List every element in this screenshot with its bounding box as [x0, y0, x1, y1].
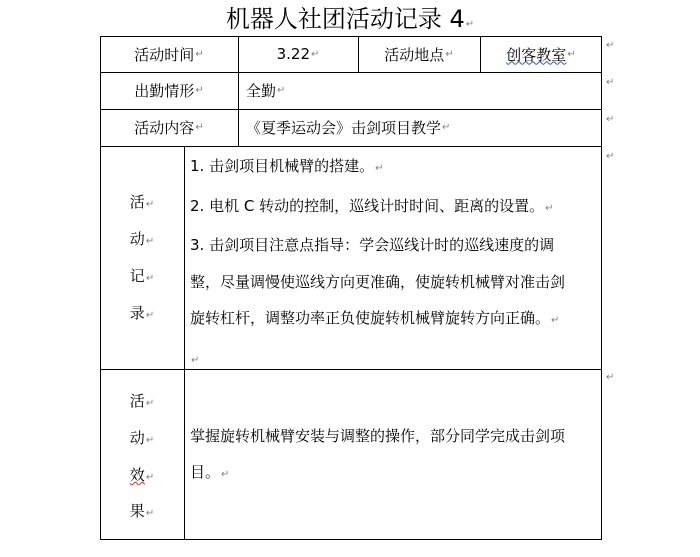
- record-line-3: 3. 击剑项目注意点指导：学会巡线计时的巡线速度的调: [190, 236, 555, 254]
- attendance-value-cell: [238, 72, 602, 109]
- record-label-char-4: 录↵: [129, 304, 155, 322]
- place-value: 创客教室: [506, 45, 567, 64]
- title-text: 机器人社团活动记录 4: [225, 5, 465, 33]
- record-line-5: 旋转杠杆，调整功率正负使旋转机械臂旋转方向正确。↵: [190, 309, 560, 327]
- paragraph-mark: ↵: [465, 19, 475, 30]
- record-line-4: 整，尽量调慢使巡线方向更准确，使旋转机械臂对准击剑: [190, 272, 566, 291]
- table-border-bottom: [100, 539, 602, 540]
- attendance-label: 出勤情形: [134, 82, 195, 100]
- time-value: 3.22: [276, 45, 310, 63]
- effect-label-char-4: 果↵: [129, 502, 155, 520]
- effect-label-char-1: 活↵: [129, 392, 155, 410]
- content-label: 活动内容: [134, 119, 195, 137]
- time-value-cell: [238, 36, 358, 72]
- time-label-cell: [100, 36, 238, 72]
- attendance-value: 全勤: [246, 82, 277, 100]
- place-value-cell: [480, 36, 602, 72]
- row-divider-3: [100, 146, 602, 147]
- cell-end-mark: ↵: [445, 48, 454, 60]
- cell-end-mark: ↵: [277, 85, 286, 96]
- record-line-2: 2. 电机 C 转动的控制，巡线计时时间、距离的设置。↵: [190, 196, 554, 215]
- row-end-mark-5: ↵: [606, 372, 615, 383]
- attendance-label-cell: [100, 72, 238, 109]
- effect-label-char-3: 效↵: [129, 466, 155, 484]
- content-value-cell: [238, 109, 602, 146]
- row-end-mark-4: ↵: [606, 151, 615, 162]
- row-end-mark-2: ↵: [606, 77, 615, 88]
- time-label: 活动时间: [134, 45, 195, 64]
- cell-end-mark: ↵: [311, 48, 320, 60]
- effect-line-2: 目。↵: [190, 463, 230, 481]
- cell-end-mark: ↵: [195, 48, 204, 60]
- col-divider-record: [184, 146, 185, 540]
- cell-end-mark: ↵: [195, 122, 204, 133]
- record-line-empty: ↵: [191, 354, 200, 366]
- activity-record-table: [100, 36, 602, 540]
- record-content: [190, 148, 602, 379]
- content-label-cell: [100, 109, 238, 146]
- place-label: 活动地点: [384, 45, 445, 64]
- cell-end-mark: ↵: [567, 48, 576, 60]
- effect-content: [190, 418, 602, 493]
- cell-end-mark: ↵: [195, 85, 204, 96]
- cell-end-mark: ↵: [442, 122, 451, 133]
- record-label-char-1: 活↵: [129, 193, 155, 211]
- effect-line-1: 掌握旋转机械臂安装与调整的操作，部分同学完成击剑项: [190, 427, 566, 445]
- record-label-char-3: 记↵: [129, 267, 155, 285]
- row-end-mark-3: ↵: [606, 114, 615, 125]
- effect-label-char-2: 动↵: [129, 429, 155, 447]
- record-label-char-2: 动↵: [129, 230, 155, 248]
- record-line-1: 1. 击剑项目机械臂的搭建。↵: [190, 157, 384, 175]
- place-label-cell: [358, 36, 480, 72]
- content-value: 《夏季运动会》击剑项目教学: [246, 119, 442, 137]
- row-end-mark-1: ↵: [606, 40, 615, 51]
